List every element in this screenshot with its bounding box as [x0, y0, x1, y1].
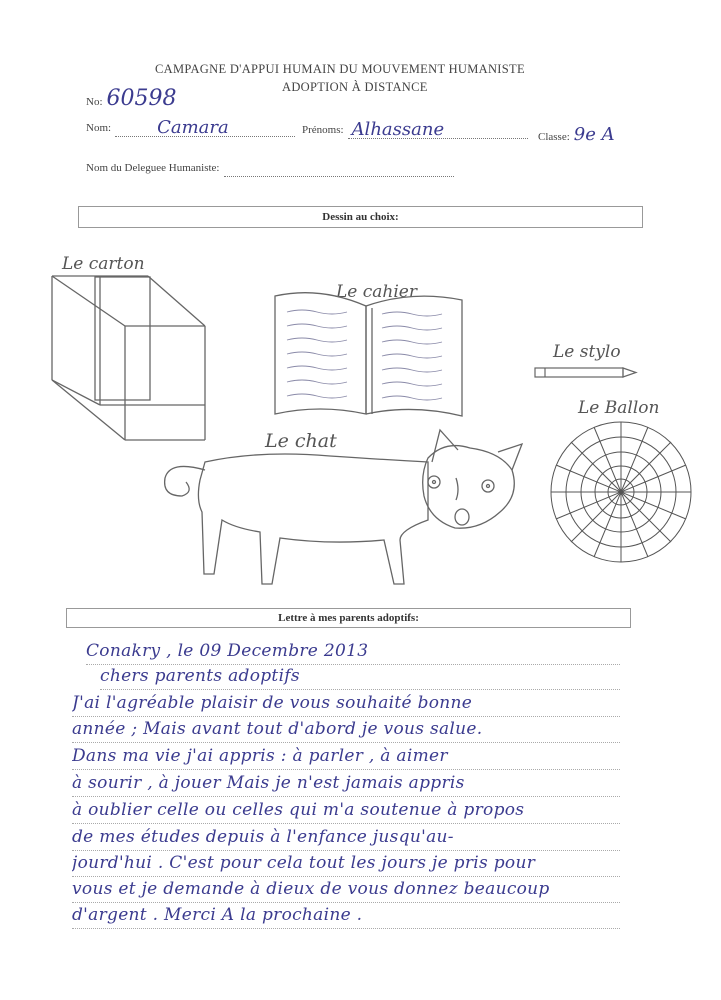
- letter-line: J'ai l'agréable plaisir de vous souhaité bonne: [72, 692, 620, 717]
- classe-field: [538, 124, 615, 145]
- letter-line: jourd'hui . C'est pour cela tout les jours je pris pour: [72, 852, 620, 877]
- number-label: No:: [86, 96, 103, 108]
- label-carton: Le carton: [62, 254, 145, 274]
- letter-line: chers parents adoptifs: [100, 665, 620, 690]
- number-value: 60598: [106, 86, 177, 111]
- prenoms-value: Alhassane: [351, 119, 445, 140]
- letter-line: à oublier celle ou celles qui m'a soutenue à propos: [72, 799, 620, 824]
- letter-line: d'argent . Merci A la prochaine .: [72, 904, 620, 929]
- label-stylo: Le stylo: [553, 342, 621, 362]
- prenoms-label: Prénoms:: [302, 124, 344, 136]
- delegue-field: [86, 158, 454, 177]
- letter-line: Dans ma vie j'ai appris : à parler , à aimer: [72, 745, 620, 770]
- nom-label: Nom:: [86, 122, 112, 134]
- label-chat: Le chat: [265, 430, 337, 452]
- letter-line: à sourir , à jouer Mais je n'est jamais appris: [72, 772, 620, 797]
- number-field: [86, 86, 177, 111]
- drawing-section-title: Dessin au choix:: [78, 206, 643, 228]
- program-subtitle: ADOPTION À DISTANCE: [282, 80, 428, 94]
- label-ballon: Le Ballon: [578, 398, 660, 418]
- nom-value: Camara: [157, 117, 229, 138]
- classe-value: 9e A: [573, 124, 615, 145]
- prenoms-field: [302, 120, 528, 139]
- delegue-label: Nom du Deleguee Humaniste:: [86, 162, 220, 174]
- letter-line: de mes études depuis à l'enfance jusqu'au-: [72, 826, 620, 851]
- letter-section-title: Lettre à mes parents adoptifs:: [66, 608, 631, 628]
- letter-line: année ; Mais avant tout d'abord je vous salue.: [72, 718, 620, 743]
- letter-line: vous et je demande à dieux de vous donnez beaucoup: [72, 878, 620, 903]
- nom-field: [86, 118, 295, 137]
- campaign-title: CAMPAGNE D'APPUI HUMAIN DU MOUVEMENT HUMANISTE: [155, 62, 525, 76]
- letter-line: Conakry , le 09 Decembre 2013: [86, 640, 620, 665]
- classe-label: Classe:: [538, 131, 570, 143]
- label-cahier: Le cahier: [336, 282, 417, 302]
